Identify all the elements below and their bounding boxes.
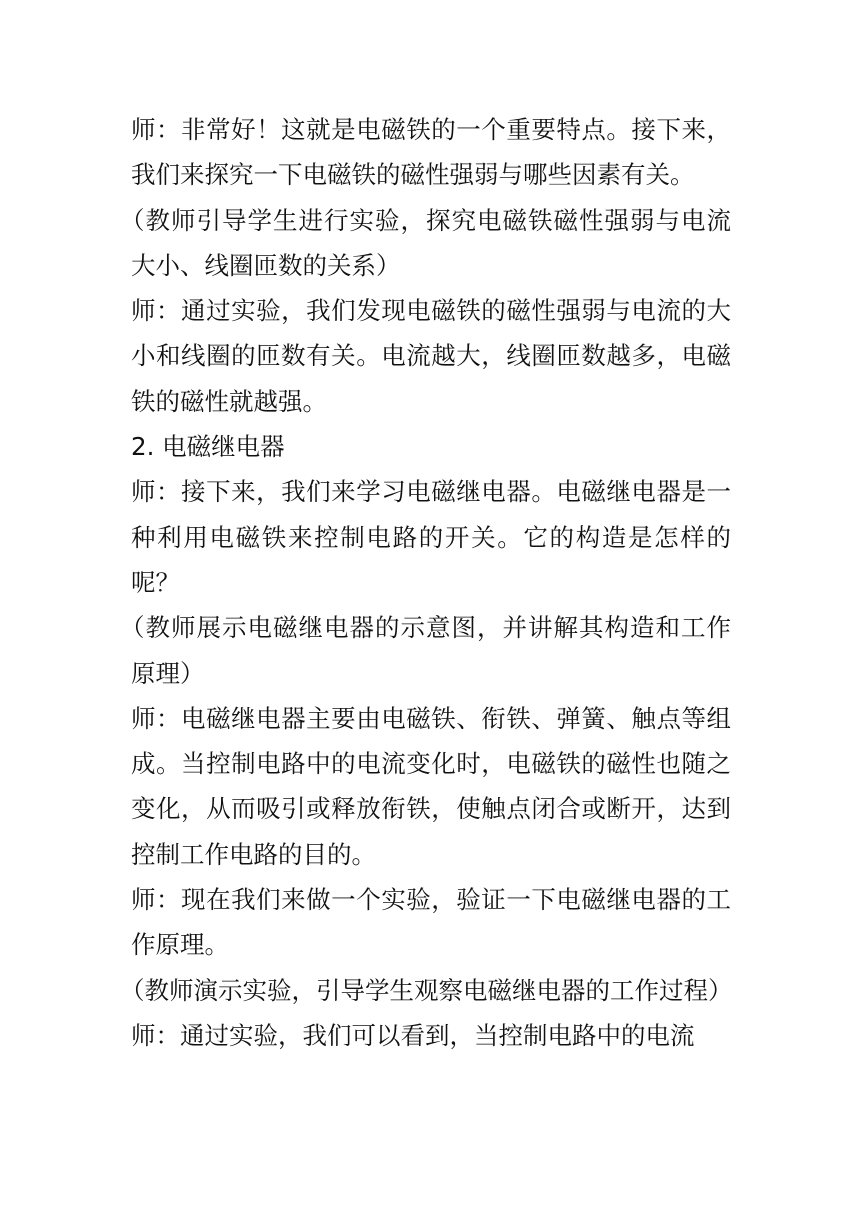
paragraph-relay-experiment: 师：现在我们来做一个实验，验证一下电磁继电器的工作原理。	[131, 885, 731, 960]
paragraph-diagram-note: （教师展示电磁继电器的示意图，并讲解其构造和工作原理）	[120, 613, 731, 688]
section-heading-relay: 2. 电磁继电器	[131, 432, 285, 462]
paragraph-relay-structure: 师：电磁继电器主要由电磁铁、衔铁、弹簧、触点等组成。当控制电路中的电流变化时，电磁铁的磁性也随之变化，从而吸引或释放衔铁，使触点闭合或断开，达到控制工作电路的目的。	[131, 703, 731, 869]
document-body	[120, 107, 733, 1058]
paragraph-demo-note: （教师演示实验，引导学生观察电磁继电器的工作过程）	[120, 975, 733, 1005]
paragraph-experiment-conclusion: 师：通过实验，我们发现电磁铁的磁性强弱与电流的大小和线圈的匝数有关。电流越大，线圈匝数越多，电磁铁的磁性就越强。	[131, 296, 731, 416]
paragraph-experiment-note: （教师引导学生进行实验，探究电磁铁磁性强弱与电流大小、线圈匝数的关系）	[120, 205, 731, 280]
paragraph-relay-intro: 师：接下来，我们来学习电磁继电器。电磁继电器是一种利用电磁铁来控制电路的开关。它的构造是怎样的呢？	[131, 477, 731, 597]
paragraph-relay-observation: 师：通过实验，我们可以看到，当控制电路中的电流	[131, 1020, 695, 1050]
paragraph-teacher-key-feature: 师：非常好！这就是电磁铁的一个重要特点。接下来，我们来探究一下电磁铁的磁性强弱与哪些因素有关。	[131, 115, 731, 190]
